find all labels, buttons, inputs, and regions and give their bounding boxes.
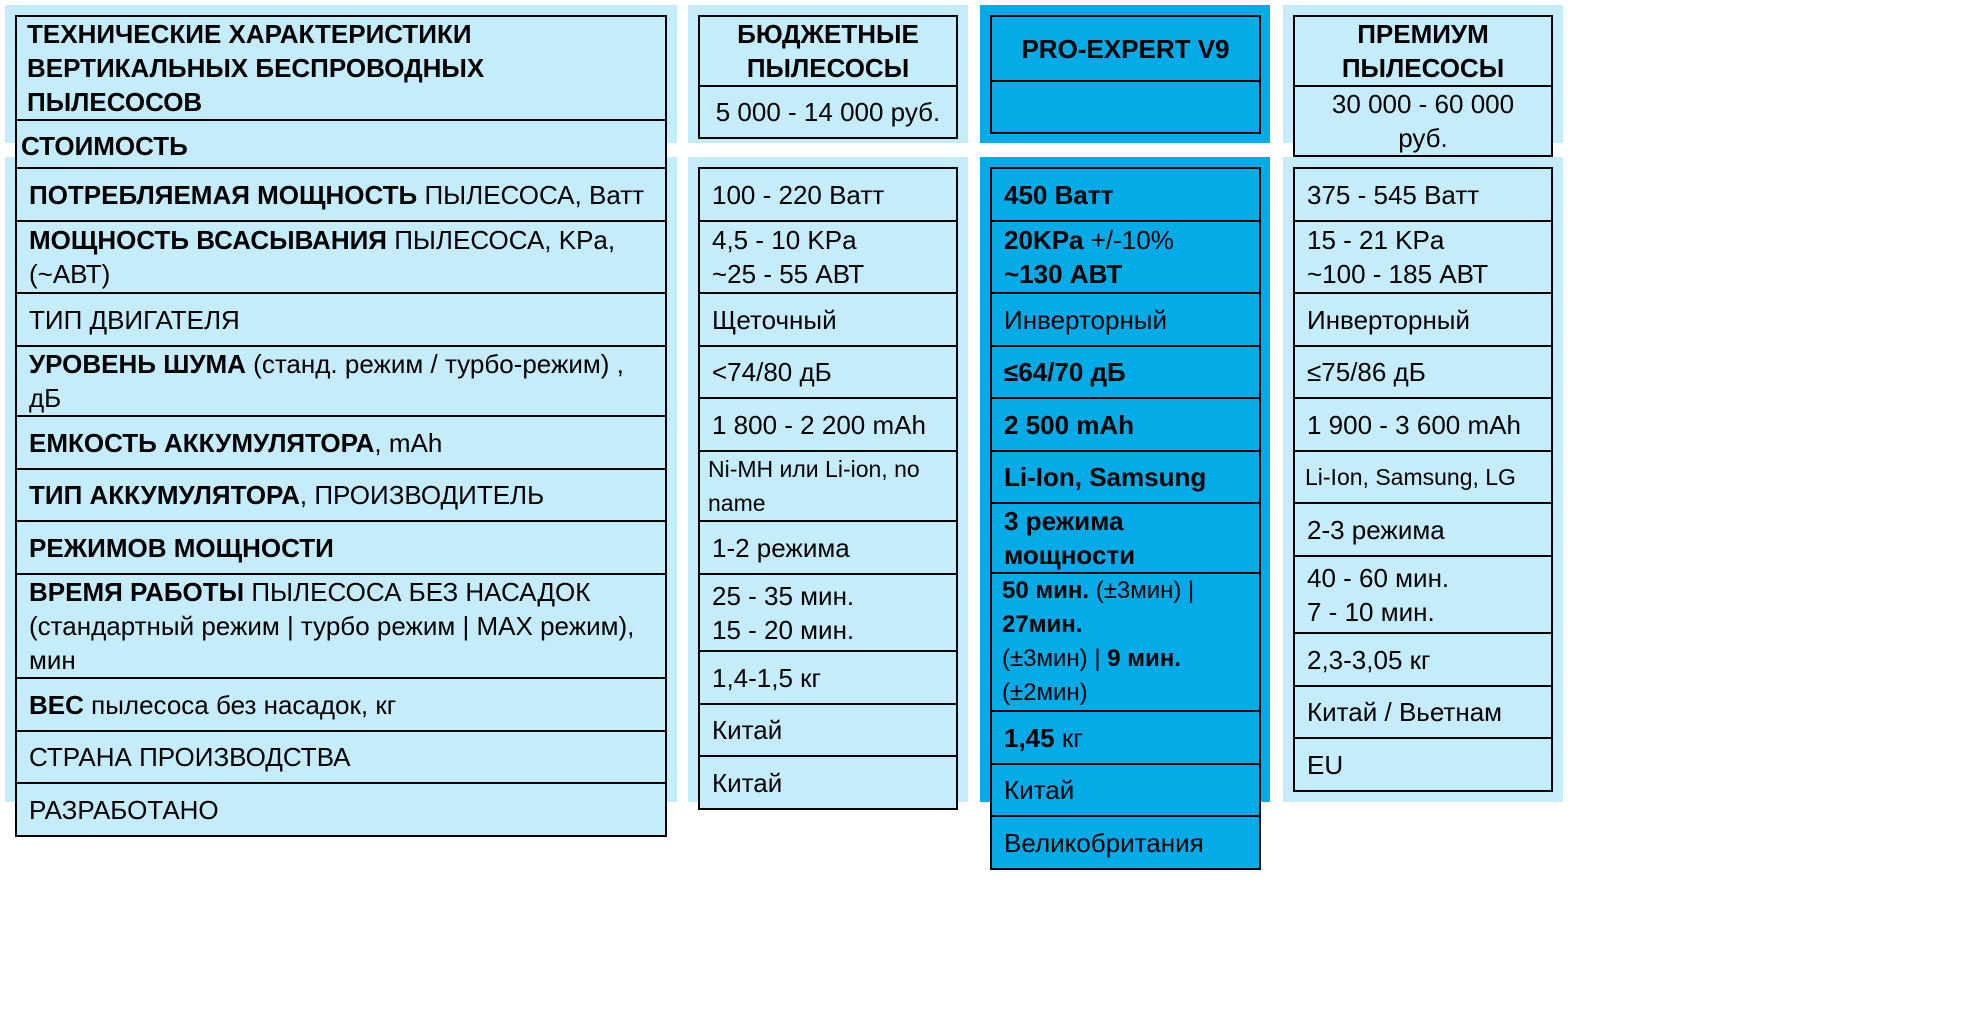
budget-battery-type: Ni-MH или Li-ion, no name (699, 451, 957, 521)
header-specs-table (15, 15, 667, 173)
budget-power: 100 - 220 Ватт (699, 168, 957, 221)
budget-title: БЮДЖЕТНЫЕ ПЫЛЕСОСЫ (699, 16, 957, 86)
budget-motor: Щеточный (699, 293, 957, 346)
premium-suction: 15 - 21 KPa ~100 - 185 АВТ (1294, 221, 1552, 293)
budget-developed: Китай (699, 756, 957, 809)
pro-suction: 20KPa +/-10% ~130 АВТ (991, 221, 1260, 293)
premium-battery-capacity: 1 900 - 3 600 mAh (1294, 398, 1552, 451)
pro-developed: Великобритания (991, 816, 1260, 869)
premium-country: Китай / Вьетнам (1294, 686, 1552, 738)
label-motor: ТИП ДВИГАТЕЛЯ (16, 293, 666, 346)
header-budget-table (698, 15, 958, 139)
pro-values-table (990, 167, 1261, 870)
label-suction: МОЩНОСТЬ ВСАСЫВАНИЯ ПЫЛЕСОСА, KPa, (~АВТ) (16, 221, 666, 293)
budget-modes: 1-2 режима (699, 521, 957, 574)
pro-motor: Инверторный (991, 293, 1260, 346)
pro-noise: ≤64/70 дБ (991, 346, 1260, 398)
pro-modes: 3 режима мощности (991, 503, 1260, 573)
pro-power: 450 Ватт (991, 168, 1260, 221)
label-battery-type: ТИП АККУМУЛЯТОРА, ПРОИЗВОДИТЕЛЬ (16, 469, 666, 521)
pro-runtime: 50 мин. (±3мин) | 27мин. (±3мин) | 9 мин. (±2мин) (991, 573, 1260, 711)
budget-country: Китай (699, 704, 957, 756)
pro-battery-capacity: 2 500 mAh (991, 398, 1260, 451)
budget-battery-capacity: 1 800 - 2 200 mAh (699, 398, 957, 451)
label-modes: РЕЖИМОВ МОЩНОСТИ (16, 521, 666, 574)
premium-price: 30 000 - 60 000 руб. (1294, 86, 1552, 156)
label-noise: УРОВЕНЬ ШУМА (станд. режим / турбо-режим) , дБ (16, 346, 666, 416)
pro-country: Китай (991, 764, 1260, 816)
spec-labels-table (15, 167, 667, 837)
premium-developed: EU (1294, 738, 1552, 791)
price-label: СТОИМОСТЬ (16, 120, 666, 172)
label-developed: РАЗРАБОТАНО (16, 783, 666, 836)
premium-values-table (1293, 167, 1553, 792)
premium-motor: Инверторный (1294, 293, 1552, 346)
header-premium-table (1293, 15, 1553, 157)
label-country: СТРАНА ПРОИЗВОДСТВА (16, 731, 666, 783)
header-pro-table (990, 15, 1261, 134)
premium-power: 375 - 545 Ватт (1294, 168, 1552, 221)
label-battery-capacity: ЕМКОСТЬ АККУМУЛЯТОРА, mAh (16, 416, 666, 469)
premium-title: ПРЕМИУМ ПЫЛЕСОСЫ (1294, 16, 1552, 86)
budget-values-table (698, 167, 958, 810)
label-runtime: ВРЕМЯ РАБОТЫ ПЫЛЕСОСА БЕЗ НАСАДОК (стандартный режим | турбо режим | MAX режим), мин (16, 574, 666, 678)
pro-battery-type: Li-Ion, Samsung (991, 451, 1260, 503)
specs-title: ТЕХНИЧЕСКИЕ ХАРАКТЕРИСТИКИ ВЕРТИКАЛЬНЫХ БЕСПРОВОДНЫХ ПЫЛЕСОСОВ (16, 16, 666, 120)
label-weight: ВЕС пылесоса без насадок, кг (16, 678, 666, 731)
premium-battery-type: Li-Ion, Samsung, LG (1294, 451, 1552, 503)
budget-runtime: 25 - 35 мин. 15 - 20 мин. (699, 574, 957, 651)
budget-price: 5 000 - 14 000 руб. (699, 86, 957, 138)
budget-noise: <74/80 дБ (699, 346, 957, 398)
budget-weight: 1,4-1,5 кг (699, 651, 957, 704)
premium-noise: ≤75/86 дБ (1294, 346, 1552, 398)
pro-weight: 1,45 кг (991, 711, 1260, 764)
pro-title: PRO-EXPERT V9 (991, 16, 1260, 81)
budget-suction: 4,5 - 10 KPa ~25 - 55 АВТ (699, 221, 957, 293)
pro-price (991, 81, 1260, 133)
premium-weight: 2,3-3,05 кг (1294, 633, 1552, 686)
premium-runtime: 40 - 60 мин. 7 - 10 мин. (1294, 556, 1552, 633)
label-power: ПОТРЕБЛЯЕМАЯ МОЩНОСТЬ ПЫЛЕСОСА, Ватт (16, 168, 666, 221)
premium-modes: 2-3 режима (1294, 503, 1552, 556)
